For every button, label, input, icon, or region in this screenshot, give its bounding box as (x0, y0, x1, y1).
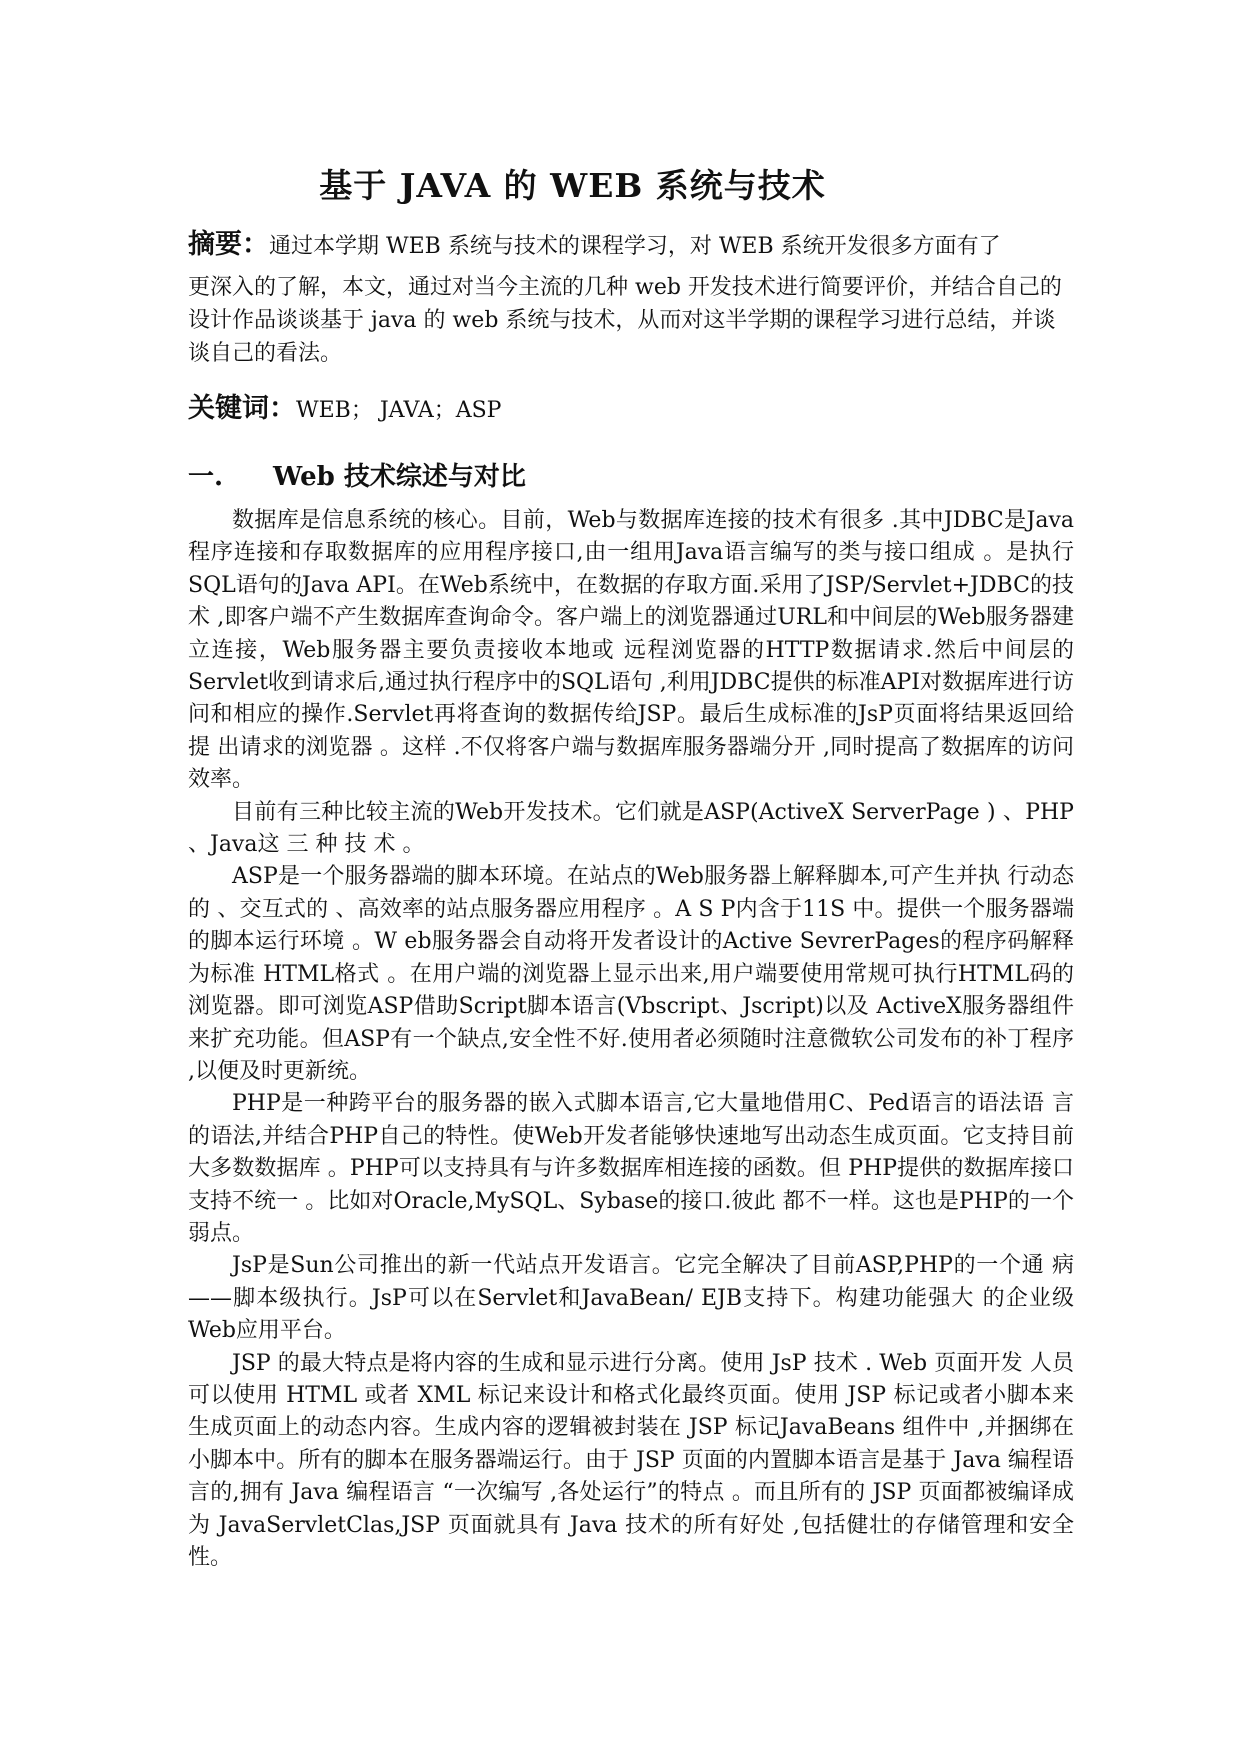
abstract-first-line: 通过本学期 WEB 系统与技术的课程学习，对 WEB 系统开发很多方面有了 (269, 234, 1001, 259)
keywords-value: WEB； JAVA；ASP (296, 398, 502, 423)
section-heading (188, 456, 1068, 493)
paragraph-three-tech: 目前有三种比较主流的Web开发技术。它们就是ASP(ActiveX ServerPage ) 、PHP 、Java这 三 种 技 术 。 (188, 799, 1074, 858)
section-body (188, 505, 1074, 1574)
abstract-block (188, 228, 1068, 370)
document-title: 基于 JAVA 的 WEB 系统与技术 (319, 166, 826, 205)
section-number: 一. (188, 462, 224, 492)
paragraph-jdbc: 数据库是信息系统的核心。目前，Web与数据库连接的技术有很多 .其中JDBC是Java程序连接和存取数据库的应用程序接口,由一组用Java语言编写的类与接口组成 。是执行SQL语句的Java API。在Web系统中，在数据的存取方面.采用了JSP/Servlet+JDBC的技术 ,即客户端不产生数据库查询命令。客户端上的浏览器通过URL和中间层的Web服务器建立连接，Web服务器主要负责接收本地或 远程浏览器的HTTP数据请求.然后中间层的Servlet收到请求后,通过执行程序中的SQL语句 ,利用JDBC提供的标准API对数据库进行访问和相应的操作.Servlet再将查询的数据传给JSP。最后生成标准的JsP页面将结果返回给提 出请求的浏览器 。这样 .不仅将客户端与数据库服务器端分开 ,同时提高了数据库的访问效率。 (188, 508, 1074, 793)
paragraph-php: PHP是一种跨平台的服务器的嵌入式脚本语言,它大量地借用C、Ped语言的语法语 言的语法,并结合PHP自己的特性。使Web开发者能够快速地写出动态生成页面。它支持目前大多数数据库 。PHP可以支持具有与许多数据库相连接的函数。但 PHP提供的数据库接口支持不统一 。比如对Oracle,MySQL、Sybase的接口.彼此 都不一样。这也是PHP的一个弱点。 (188, 1091, 1074, 1246)
paragraph-jsp-intro: JsP是Sun公司推出的新一代站点开发语言。它完全解决了目前ASP,PHP的一个通 病——脚本级执行。JsP可以在Servlet和JavaBean/ EJB支持下。构建功能强大 的企业级Web应用平台。 (188, 1253, 1074, 1344)
paragraph-jsp-features: JSP 的最大特点是将内容的生成和显示进行分离。使用 JsP 技术 . Web 页面开发 人员可以使用 HTML 或者 XML 标记来设计和格式化最终页面。使用 JSP 标记或者小脚本来生成页面上的动态内容。生成内容的逻辑被封装在 JSP 标记JavaBeans 组件中 ,并捆绑在小脚本中。所有的脚本在服务器端运行。由于 JSP 页面的内置脚本语言是基于 Java 编程语言的,拥有 Java 编程语言 “一次编写 ,各处运行”的特点 。而且所有的 JSP 页面都被编译成为 JavaServletClas,JSP 页面就具有 Java 技术的所有好处 ,包括健壮的存储管理和安全性。 (188, 1350, 1074, 1570)
keywords-block (188, 392, 1068, 428)
section-title: Web 技术综述与对比 (273, 462, 526, 492)
paragraph-asp: ASP是一个服务器端的脚本环境。在站点的Web服务器上解释脚本,可产生并执 行动态的 、交互式的 、高效率的站点服务器应用程序 。A S P内含于11S 中。提供一个服务器端的脚本运行环境 。W eb服务器会自动将开发者设计的Active SevrerPages的程序码解释为标准 HTML格式 。在用户端的浏览器上显示出来,用户端要使用常规可执行HTML码的浏览器。即可浏览ASP借助Script脚本语言(Vbscript、Jscript)以及 ActiveX服务器组件来扩充功能。但ASP有一个缺点,安全性不好.使用者必须随时注意微软公司发布的补丁程序 ,以便及时更新统。 (188, 864, 1074, 1084)
abstract-label: 摘要： (188, 229, 269, 260)
keywords-label: 关键词： (188, 393, 296, 424)
abstract-text: 更深入的了解，本文，通过对当今主流的几种 web 开发技术进行简要评价，并结合自己的设计作品谈谈基于 java 的 web 系统与技术，从而对这半学期的课程学习进行总结，并谈谈自己的看法。 (188, 275, 1062, 366)
